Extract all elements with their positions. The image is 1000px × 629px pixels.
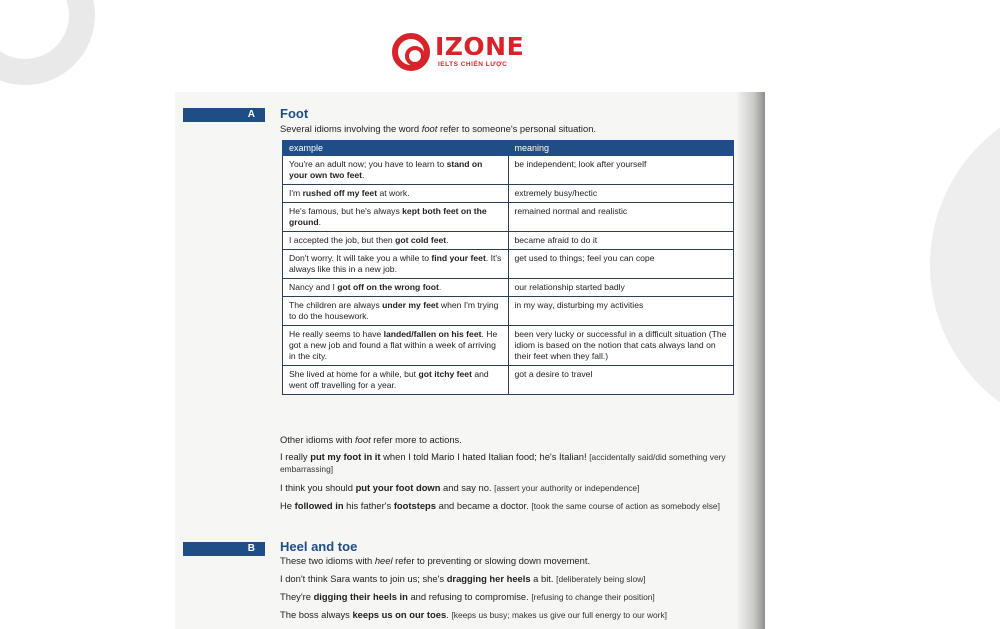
- example-text: .: [318, 217, 321, 227]
- watermark-ring-right: [930, 95, 1000, 435]
- example-cell: [283, 156, 509, 185]
- header-meaning: meaning: [508, 141, 734, 156]
- section-b-sentence-2: They're digging their heels in and refusing to compromise. [refusing to change their position]: [280, 591, 655, 602]
- meaning-cell: got a desire to travel: [508, 366, 734, 395]
- example-text: He really seems to have: [289, 329, 384, 339]
- izone-logo: [392, 33, 542, 73]
- example-text: at work.: [377, 188, 410, 198]
- example-cell: [283, 297, 509, 326]
- meaning-cell: been very lucky or successful in a difficult situation (The idiom is based on the notion that cats always land on their feet when they fall.): [508, 326, 734, 366]
- other-idioms-sentence-1: I really put my foot in it when I told Mario I hated Italian food; he's Italian! [accidentally said/did something very embarrassing]: [280, 451, 726, 474]
- example-text: when I'm trying to do the housework.: [289, 300, 499, 321]
- idiom-text: under my feet: [382, 300, 439, 310]
- table-row: [283, 250, 734, 279]
- idioms-table: [282, 140, 734, 395]
- other-idioms-sentence-2: I think you should put your foot down and say no. [assert your authority or independence]: [280, 482, 640, 493]
- section-b-sentence-1: I don't think Sara wants to join us; she's dragging her heels a bit. [deliberately being slow]: [280, 573, 646, 584]
- section-a-tab: [183, 108, 265, 122]
- meaning-cell: in my way, disturbing my activities: [508, 297, 734, 326]
- table-row: [283, 203, 734, 232]
- section-b-title: Heel and toe: [280, 539, 358, 554]
- table-row: [283, 297, 734, 326]
- example-cell: [283, 185, 509, 203]
- meaning-cell: extremely busy/hectic: [508, 185, 734, 203]
- example-text: She lived at home for a while, but: [289, 369, 419, 379]
- section-a-letter: A: [247, 109, 255, 120]
- logo-target-icon: [392, 33, 430, 71]
- other-idioms-lead: Other idioms with foot refer more to actions.: [280, 434, 462, 445]
- idiom-text: kept both feet on the ground: [289, 206, 487, 227]
- example-text: and went off travelling for a year.: [289, 369, 489, 390]
- table-row: [283, 326, 734, 366]
- book-spine-shadow: [737, 92, 765, 629]
- watermark-ring-top-left: [0, 0, 95, 85]
- idiom-text: landed/fallen on his feet: [383, 329, 482, 339]
- meaning-cell: remained normal and realistic: [508, 203, 734, 232]
- table-row: [283, 279, 734, 297]
- example-text: .: [362, 170, 365, 180]
- idiom-text: rushed off my feet: [302, 188, 378, 198]
- logo-tagline: IELTS CHIẾN LƯỢC: [438, 61, 508, 68]
- example-text: You're an adult now; you have to learn to: [289, 159, 447, 169]
- idiom-text: find your feet: [431, 253, 486, 263]
- example-text: . He got a new job and found a flat within a week of arriving in the city.: [289, 329, 498, 361]
- meaning-cell: get used to things; feel you can cope: [508, 250, 734, 279]
- idiom-text: got cold feet: [395, 235, 447, 245]
- meaning-cell: our relationship started badly: [508, 279, 734, 297]
- other-idioms-sentence-3: He followed in his father's footsteps and became a doctor. [took the same course of action as somebody else]: [280, 500, 720, 511]
- example-text: I'm: [289, 188, 303, 198]
- table-header-row: [283, 141, 734, 156]
- example-cell: [283, 326, 509, 366]
- example-text: He's famous, but he's always: [289, 206, 403, 216]
- example-text: I accepted the job, but then: [289, 235, 396, 245]
- example-cell: [283, 279, 509, 297]
- idiom-text: stand on your own two feet: [289, 159, 483, 180]
- example-cell: [283, 250, 509, 279]
- section-b-sentence-3: The boss always keeps us on our toes. [keeps us busy; makes us give our full energy to our work]: [280, 609, 667, 620]
- example-cell: [283, 203, 509, 232]
- example-text: The children are always: [289, 300, 383, 310]
- table-row: [283, 185, 734, 203]
- logo-word: IZONE: [435, 32, 525, 61]
- example-cell: [283, 366, 509, 395]
- section-b-intro: These two idioms with heel refer to preventing or slowing down movement.: [280, 555, 591, 566]
- example-cell: [283, 232, 509, 250]
- table-row: [283, 366, 734, 395]
- table-row: [283, 156, 734, 185]
- section-a-intro: Several idioms involving the word foot refer to someone's personal situation.: [280, 123, 597, 134]
- meaning-cell: became afraid to do it: [508, 232, 734, 250]
- meaning-cell: be independent; look after yourself: [508, 156, 734, 185]
- section-b-tab: [183, 542, 265, 556]
- section-a-title: Foot: [280, 106, 309, 121]
- example-text: .: [446, 235, 449, 245]
- header-example: example: [283, 141, 509, 156]
- table-body: [283, 156, 734, 395]
- example-text: . It's always like this in a new job.: [289, 253, 502, 274]
- example-text: Don't worry. It will take you a while to: [289, 253, 432, 263]
- table-row: [283, 232, 734, 250]
- idiom-text: got off on the wrong foot: [337, 282, 439, 292]
- example-text: .: [438, 282, 442, 292]
- section-b-letter: B: [247, 543, 255, 554]
- idiom-text: got itchy feet: [418, 369, 472, 379]
- example-text: Nancy and I: [289, 282, 338, 292]
